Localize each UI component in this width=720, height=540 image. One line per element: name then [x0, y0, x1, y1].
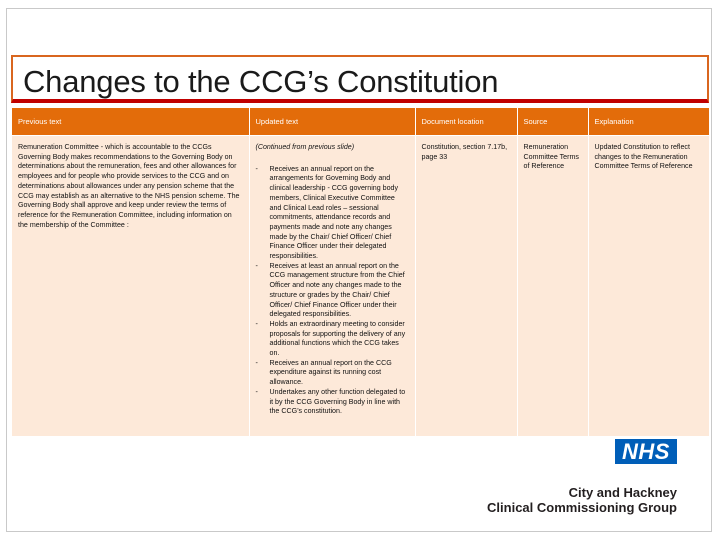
list-item: - Undertakes any other function delegated to it by the CCG Governing Body in line with the CCG’s constitution. — [256, 388, 409, 417]
list-item: - Holds an extraordinary meeting to consider proposals for supporting the delivery of any additional functions which the CCG takes on. — [256, 320, 409, 359]
cell-explanation: Updated Constitution to reflect changes to the Remuneration Committee Terms of Reference — [588, 136, 709, 437]
cell-source: Remuneration Committee Terms of Reference — [517, 136, 588, 437]
cell-document-location: Constitution, section 7.17b, page 33 — [415, 136, 517, 437]
list-item: - Receives an annual report on the arrangements for Governing Body and clinical leadership - CCG governing body members, Clinical Executive Committee and Clinical Lead roles – sessional commitments, attendance records and payments made and note any changes made by the Chair/ Chief Officer/ Chief Finance Officer under their delegated responsibilities. — [256, 165, 409, 262]
table-header-row — [12, 108, 709, 136]
header-updated-text: Updated text — [249, 108, 415, 136]
header-previous-text: Previous text — [12, 108, 249, 136]
updated-intro: (Continued from previous slide) — [255, 143, 355, 151]
list-item: - Receives an annual report on the CCG expenditure against its running cost allowance. — [256, 359, 409, 388]
updated-list — [256, 165, 409, 417]
org-name-line2: Clinical Commissioning Group — [487, 500, 677, 515]
cell-updated-text — [249, 136, 415, 437]
table-row — [12, 136, 709, 437]
title-bar — [11, 55, 709, 103]
changes-table — [12, 108, 710, 436]
list-item: - Receives at least an annual report on the CCG management structure from the Chief Officer and note any changes made to the structure or grades by the Chair/ Chief Officer/ Chief Finance Officer under their delegated responsibilities. — [256, 262, 409, 320]
org-name-line1: City and Hackney — [568, 485, 677, 500]
header-source: Source — [517, 108, 588, 136]
header-document-location: Document location — [415, 108, 517, 136]
header-explanation: Explanation — [588, 108, 709, 136]
cell-previous-text: Remuneration Committee - which is accountable to the CCGs Governing Body makes recommendations to the Governing Body on determinations about the remuneration, fees and other allowances for employees and for people who provide services to the CCG and on determinations about allowances under any pension scheme that the CCG may establish as an alternative to the NHS pension scheme. The Governing Body shall approve and keep under review the terms of reference for the Remuneration Committee, including information on the membership of the Committee : — [12, 136, 249, 437]
page-title: Changes to the CCG’s Constitution — [23, 64, 499, 99]
nhs-logo: NHS — [615, 439, 677, 464]
